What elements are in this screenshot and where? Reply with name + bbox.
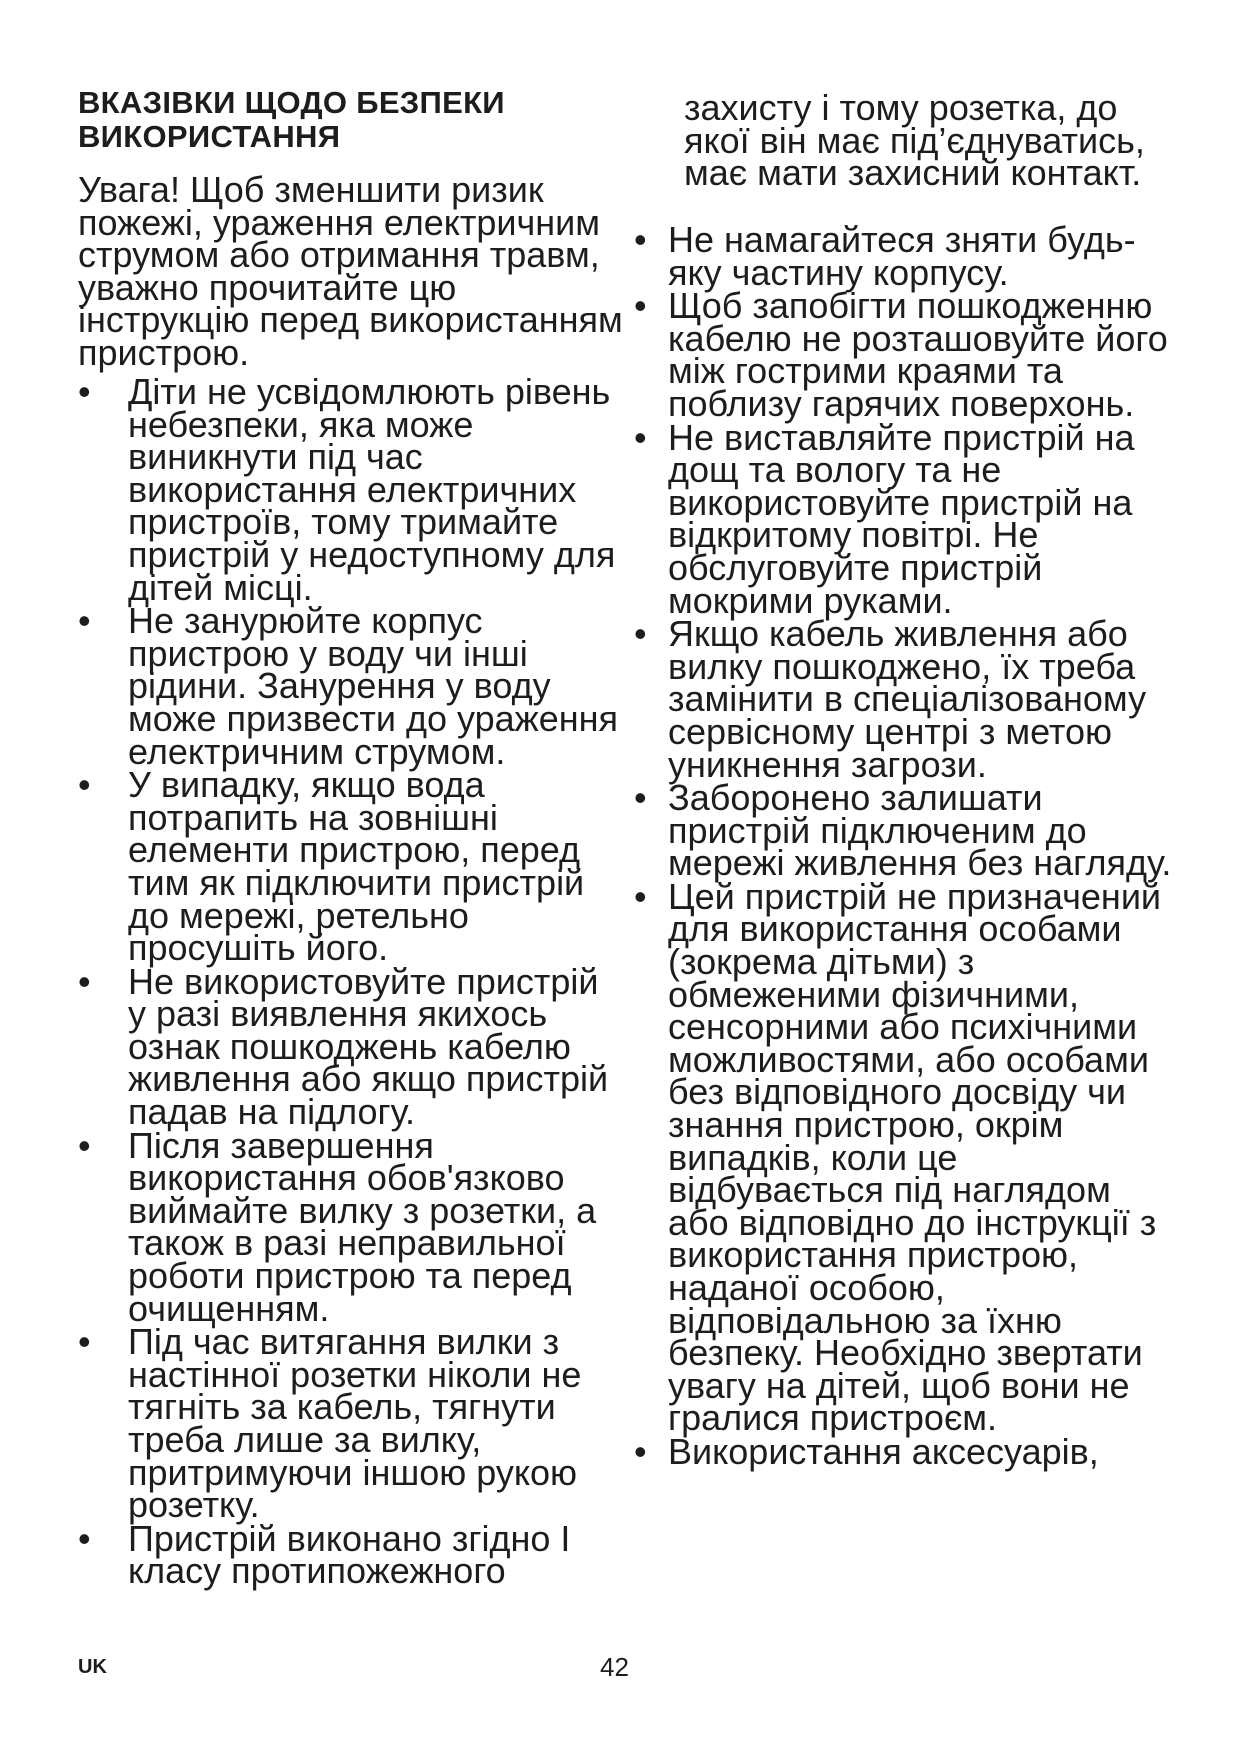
list-item: • Заборонено залишати пристрій підключеним до мережі живлення без нагляду. [634, 777, 1172, 884]
list-item: • Не виставляйте пристрій на дощ та вологу та не використовуйте пристрій на відкритому повітрі. Не обслуговуйте пристрій мокрими руками. [634, 416, 1135, 621]
list-item: • Після завершення використання обов'язково виймайте вилку з розетки, а також в разі неправильної роботи пристрою та перед очищенням. [78, 1124, 597, 1329]
page-number: 42 [600, 1652, 629, 1682]
list-item: • Діти не усвідомлюють рівень небезпеки, яка може виникнути під час використання електричних пристроїв, тому тримайте пристрій у недоступному для дітей місці. [78, 371, 616, 608]
warning-intro: Увага! Щоб зменшити ризик пожежі, ураження електричним струмом або отримання травм, уважно прочитайте цю інструкцію перед використанням пристрою. [78, 169, 623, 373]
list-item: • У випадку, якщо вода потрапить на зовнішні елементи пристрою, перед тим як підключити пристрій до мережі, ретельно просушіть його. [78, 764, 585, 969]
bullet-icon: • [78, 1124, 91, 1166]
continued-paragraph: захисту і тому розетка, до якої він має під’єднуватись, має мати захисний контакт. [684, 87, 1145, 193]
list-item: • Не намагайтеся зняти будь-яку частину корпусу. [634, 219, 1136, 293]
bullet-icon: • [78, 1517, 91, 1559]
right-safety-list [632, 219, 1172, 1472]
bullet-icon: • [634, 613, 647, 655]
list-item: • Пристрій виконано згідно I класу протипожежного [78, 1517, 571, 1592]
list-item: • Під час витягання вилки з настінної розетки ніколи не тягніть за кабель, тягнути треба лише за вилку, притримуючи іншою рукою розетку. [78, 1321, 582, 1526]
language-code: UK [78, 1656, 107, 1678]
bullet-icon: • [634, 285, 647, 327]
bullet-icon: • [634, 1430, 647, 1472]
list-item: • Щоб запобігти пошкодженню кабелю не розташовуйте його між гострими краями та поблизу гарячих поверхонь. [634, 285, 1168, 424]
list-item: • Не використовуйте пристрій у разі виявлення якихось ознак пошкоджень кабелю живлення або якщо пристрій падав на підлогу. [78, 960, 609, 1133]
bullet-icon: • [634, 777, 647, 819]
list-item: • Якщо кабель живлення або вилку пошкоджено, їх треба замінити в спеціалізованому сервісному центрі з метою уникнення загрози. [634, 613, 1147, 785]
section-heading: ВКАЗІВКИ ЩОДО БЕЗПЕКИ ВИКОРИСТАННЯ [78, 85, 505, 154]
list-item: • Використання аксесуарів, [634, 1430, 1099, 1472]
bullet-icon: • [78, 764, 91, 806]
left-safety-list [78, 371, 626, 1592]
bullet-icon: • [634, 219, 647, 260]
list-item: • Цей пристрій не призначений для використання особами (зокрема дітьми) з обмеженими фізичними, сенсорними або психічними можливостями, або особами без відповідного досвіду чи знання пристрою, окрім випадків, коли це відбувається під наглядом або відповідно до інструкції з використання пристрою, наданої особою, відповідальною за їхню безпеку. Необхідно звертати увагу на дітей, щоб вони не гралися пристроєм. [634, 875, 1162, 1439]
list-item: • Не занурюйте корпус пристрою у воду чи інші рідини. Занурення у воду може призвести до ураження електричним струмом. [78, 600, 618, 772]
bullet-icon: • [78, 960, 91, 1002]
bullet-icon: • [634, 875, 647, 917]
bullet-icon: • [78, 1321, 91, 1363]
bullet-icon: • [78, 371, 91, 412]
bullet-icon: • [78, 600, 91, 642]
bullet-icon: • [634, 416, 647, 458]
